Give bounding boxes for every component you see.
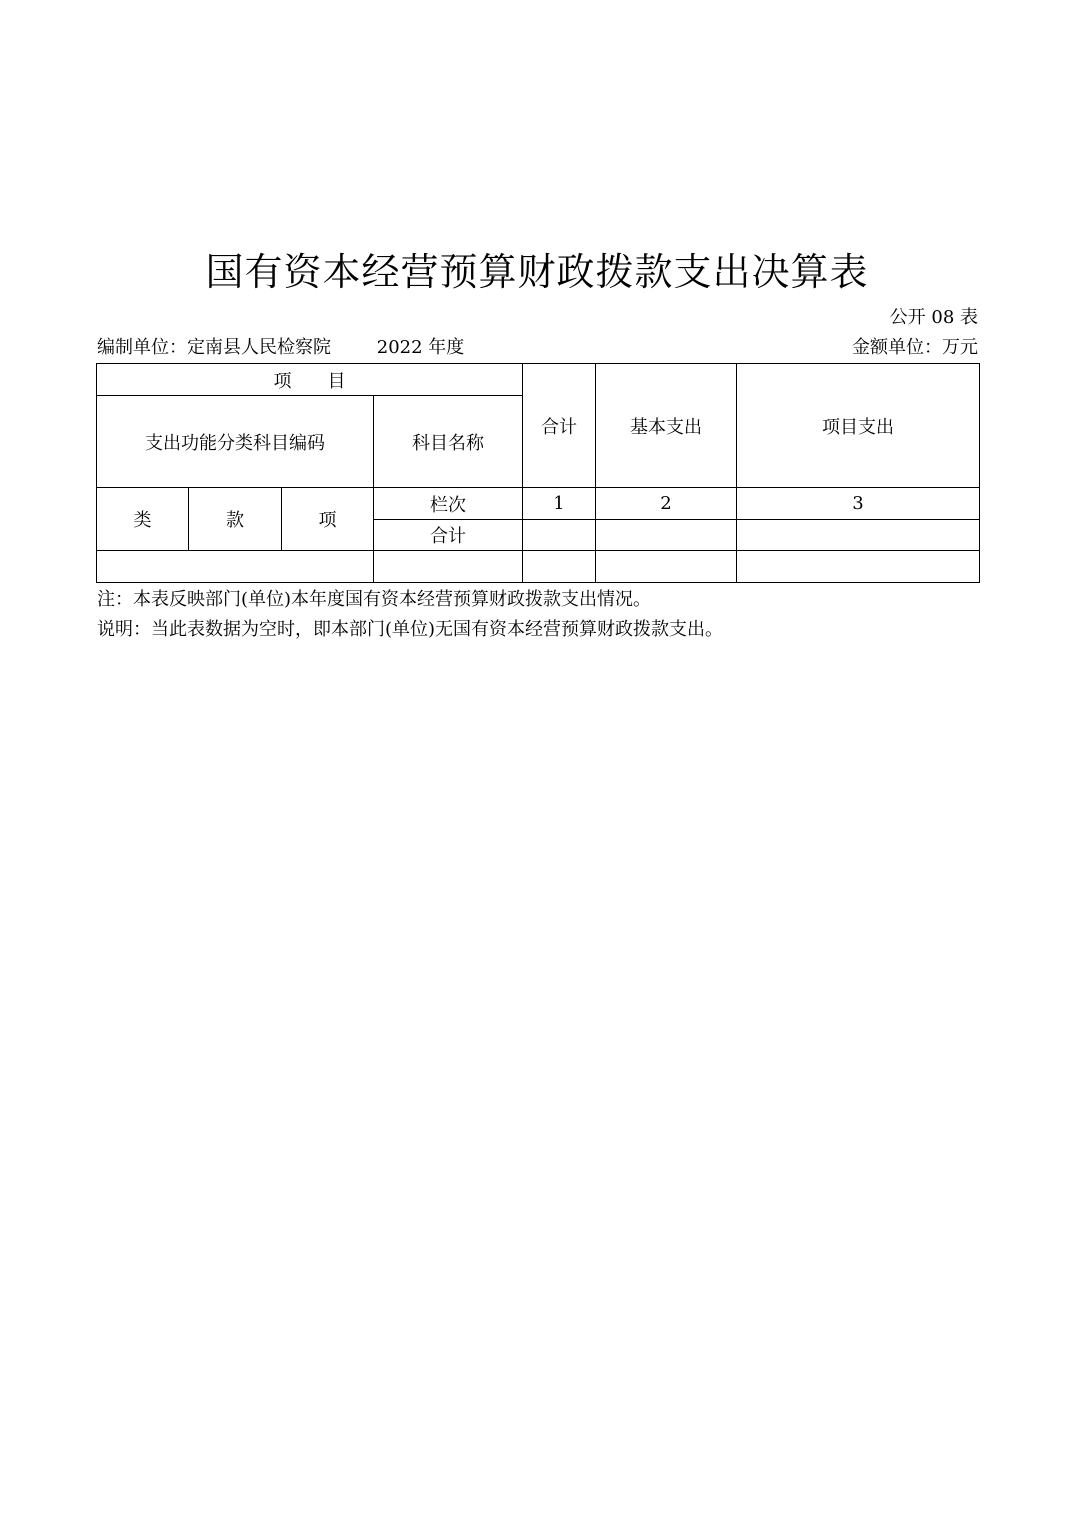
fiscal-year: 2022 年度 — [376, 337, 465, 358]
col-number-1: 1 — [523, 488, 596, 520]
org-info — [97, 336, 464, 360]
col-xiang: 项 — [282, 488, 374, 551]
explanation-note: 说明：当此表数据为空时，即本部门(单位)无国有资本经营预算财政拨款支出。 — [97, 619, 724, 640]
header-basic-expenditure: 基本支出 — [596, 364, 737, 488]
row-lanci: 栏次 — [374, 488, 523, 520]
form-number: 公开 08 表 — [889, 307, 978, 328]
col-number-3: 3 — [737, 488, 980, 520]
header-subject-name: 科目名称 — [374, 396, 523, 488]
col-lei: 类 — [97, 488, 189, 551]
header-project: 项 目 — [97, 364, 523, 396]
header-project-expenditure: 项目支出 — [737, 364, 980, 488]
footnote: 注：本表反映部门(单位)本年度国有资本经营预算财政拨款支出情况。 — [97, 589, 652, 610]
empty-data-row — [97, 551, 980, 583]
amount-unit: 金额单位：万元 — [852, 337, 978, 358]
header-total: 合计 — [523, 364, 596, 488]
empty-name-cell — [374, 551, 523, 583]
row-total-label: 合计 — [374, 520, 523, 551]
col-kuan: 款 — [189, 488, 282, 551]
header-row-1 — [97, 364, 980, 396]
empty-code-cell — [97, 551, 374, 583]
expenditure-table — [96, 363, 980, 583]
org-label: 编制单位： — [97, 337, 187, 358]
basic-value-cell — [596, 520, 737, 551]
total-value-cell — [523, 520, 596, 551]
empty-project-cell — [737, 551, 980, 583]
empty-total-cell — [523, 551, 596, 583]
header-function-code: 支出功能分类科目编码 — [97, 396, 374, 488]
page-title: 国有资本经营预算财政拨款支出决算表 — [205, 250, 869, 294]
col-number-2: 2 — [596, 488, 737, 520]
project-value-cell — [737, 520, 980, 551]
column-number-row — [97, 488, 980, 520]
org-name: 定南县人民检察院 — [187, 337, 331, 358]
empty-basic-cell — [596, 551, 737, 583]
